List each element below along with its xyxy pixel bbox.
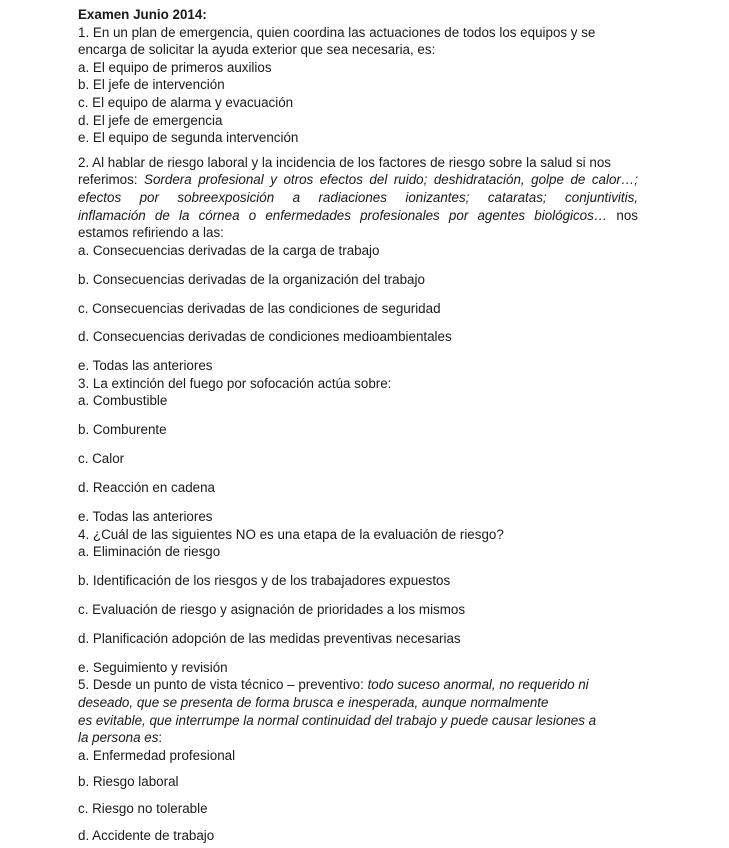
question-3-option-e: e. Todas las anteriores bbox=[78, 509, 213, 525]
exam-document bbox=[78, 6, 638, 844]
question-5-option-b: b. Riesgo laboral bbox=[78, 774, 179, 790]
question-4-option-a: a. Eliminación de riesgo bbox=[78, 544, 221, 560]
question-2-option-e: e. Todas las anteriores bbox=[78, 358, 213, 374]
question-1-option-e: e. El equipo de segunda intervención bbox=[78, 130, 299, 146]
exam-title: Examen Junio 2014: bbox=[78, 7, 207, 22]
question-2-stem-line-2-plain: referimos: bbox=[78, 172, 145, 188]
question-5-stem-line-2 bbox=[78, 694, 638, 712]
question-3-option-a: a. Combustible bbox=[78, 393, 168, 409]
question-5-option-c: c. Riesgo no tolerable bbox=[78, 800, 208, 816]
question-2-option-b: b. Consecuencias derivadas de la organización del trabajo bbox=[78, 271, 425, 287]
question-2-option-c: c. Consecuencias derivadas de las condiciones de seguridad bbox=[78, 300, 441, 316]
question-3-stem: 3. La extinción del fuego por sofocación actúa sobre: bbox=[78, 375, 392, 391]
question-4-option-d: d. Planificación adopción de las medidas preventivas necesarias bbox=[78, 630, 461, 646]
question-5-stem-line-4-plain: : bbox=[158, 730, 163, 746]
question-4-option-c: c. Evaluación de riesgo y asignación de prioridades a los mismos bbox=[78, 602, 466, 617]
question-2-stem-line-3 bbox=[78, 189, 638, 207]
question-3-option-d: d. Reacción en cadena bbox=[78, 480, 215, 496]
question-5 bbox=[78, 676, 638, 844]
question-3-option-b: b. Comburente bbox=[78, 422, 167, 438]
question-3-option-c: c. Calor bbox=[78, 451, 125, 467]
question-2-stem-line-3-italic: efectos por sobreexposición a radiaciones ionizantes; cataratas; conjuntivitis, bbox=[78, 189, 638, 205]
question-5-stem-line-2-italic: deseado, que se presenta de forma brusca e inesperada, aunque normalmente bbox=[78, 694, 549, 710]
question-2-stem-line-2 bbox=[78, 171, 638, 189]
question-5-stem-line-4 bbox=[78, 729, 638, 747]
question-4-option-b: b. Identificación de los riesgos y de los trabajadores expuestos bbox=[78, 573, 451, 589]
question-2-stem-line-4-plain: nos bbox=[607, 207, 638, 223]
question-3 bbox=[78, 375, 638, 526]
question-1-option-d: d. El jefe de emergencia bbox=[78, 112, 223, 128]
question-1-stem-line-1: 1. En un plan de emergencia, quien coordina las actuaciones de todos los equipos y se bbox=[78, 24, 596, 40]
question-5-option-d: d. Accidente de trabajo bbox=[78, 827, 215, 843]
question-2-option-a: a. Consecuencias derivadas de la carga de trabajo bbox=[78, 242, 380, 258]
question-2 bbox=[78, 154, 638, 375]
question-2-stem-line-4-italic: inflamación de la córnea o enfermedades profesionales por agentes biológicos… bbox=[78, 207, 608, 223]
question-5-stem-line-1 bbox=[78, 676, 638, 694]
question-4 bbox=[78, 526, 638, 677]
question-5-stem-line-3 bbox=[78, 712, 638, 730]
question-5-stem-line-3-italic: es evitable, que interrumpe la normal continuidad del trabajo y puede causar lesiones a bbox=[78, 712, 597, 728]
question-1-option-b: b. El jefe de intervención bbox=[78, 77, 225, 93]
question-2-option-d: d. Consecuencias derivadas de condiciones medioambientales bbox=[78, 329, 452, 345]
question-1-option-a: a. El equipo de primeros auxilios bbox=[78, 59, 272, 75]
question-2-stem-line-2-italic: Sordera profesional y otros efectos del ruido; deshidratación, golpe de calor…; bbox=[144, 172, 638, 188]
question-1 bbox=[78, 24, 638, 147]
question-5-stem-line-1-italic: todo suceso anormal, no requerido ni bbox=[367, 677, 589, 693]
question-5-option-a: a. Enfermedad profesional bbox=[78, 747, 236, 763]
question-1-stem-line-2: encarga de solicitar la ayuda exterior que sea necesaria, es: bbox=[78, 42, 436, 58]
question-5-stem-line-1-plain: 5. Desde un punto de vista técnico – preventivo: bbox=[78, 677, 368, 693]
question-5-stem-line-4-italic: la persona es bbox=[78, 730, 159, 746]
question-2-stem-line-4 bbox=[78, 207, 638, 225]
question-4-stem: 4. ¿Cuál de las siguientes NO es una etapa de la evaluación de riesgo? bbox=[78, 526, 504, 542]
question-4-option-e: e. Seguimiento y revisión bbox=[78, 659, 228, 675]
question-2-stem-line-1: 2. Al hablar de riesgo laboral y la incidencia de los factores de riesgo sobre la salud si nos bbox=[78, 154, 611, 170]
question-1-option-c: c. El equipo de alarma y evacuación bbox=[78, 94, 294, 110]
question-2-stem-line-5: estamos refiriendo a las: bbox=[78, 225, 224, 241]
